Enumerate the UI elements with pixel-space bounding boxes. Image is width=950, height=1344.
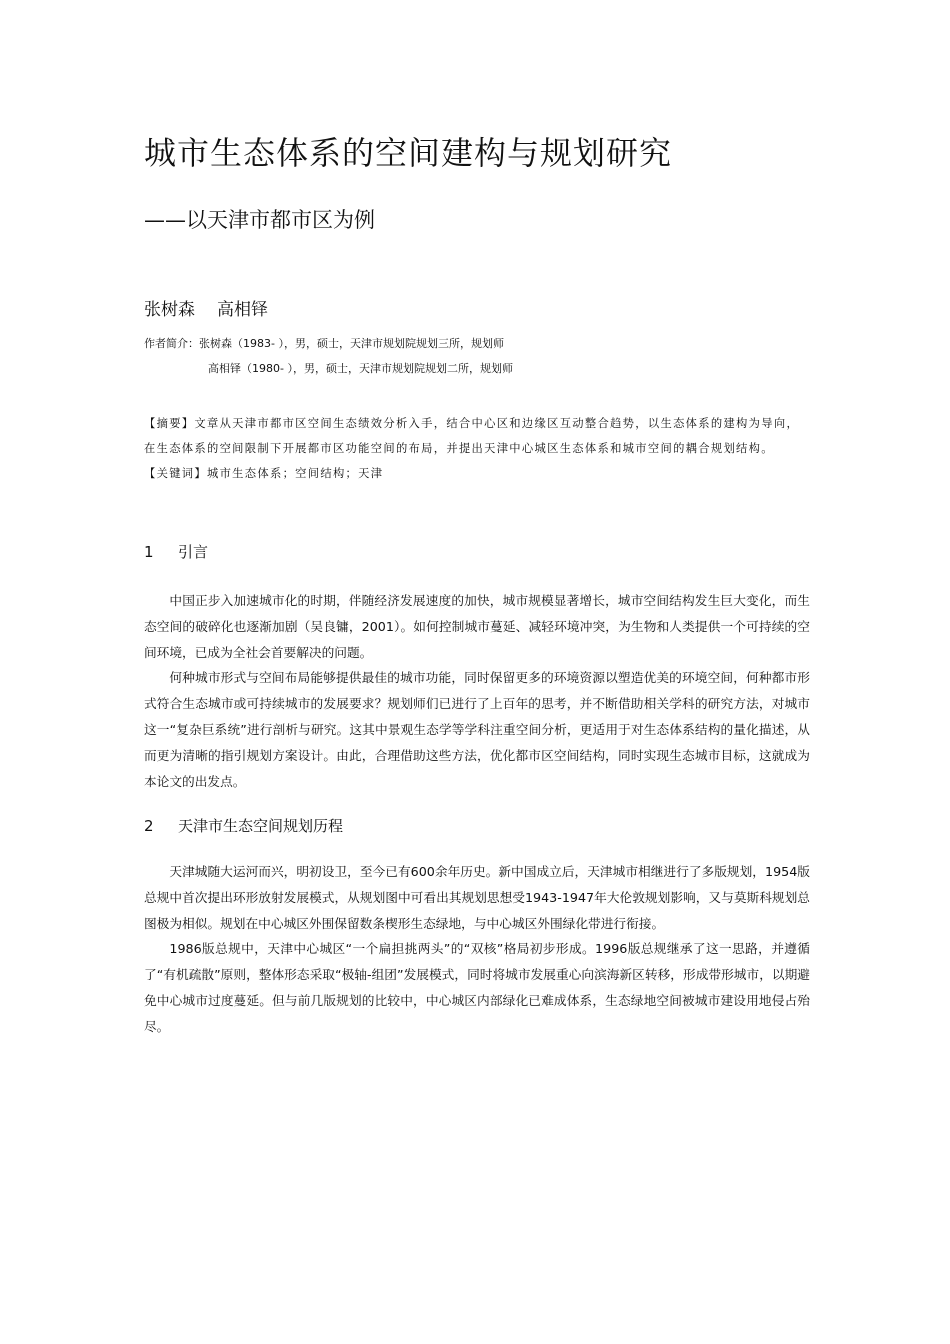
paragraph: 中国正步入加速城市化的时期，伴随经济发展速度的加快，城市规模显著增长，城市空间结构发生巨大变化，而生态空间的破碎化也逐渐加剧（吴良镛，2001）。如何控制城市蔓延、减轻环境冲突，为生物和人类提供一个可持续的空间环境，已成为全社会首要解决的问题。 [144,593,810,660]
section-body [144,588,810,794]
author-bio-line: 高相铎（1980- ），男，硕士，天津市规划院规划二所，规划师 [208,362,513,375]
section-heading [144,541,208,562]
section-title: 引言 [178,543,209,561]
keywords-text: 【关键词】城市生态体系；空间结构；天津 [144,467,384,480]
paragraph: 天津城随大运河而兴，明初设卫，至今已有600余年历史。新中国成立后，天津城市相继进行了多版规划，1954版总规中首次提出环形放射发展模式，从规划图中可看出其规划思想受1943-1947年大伦敦规划影响，又与莫斯科规划总图极为相似。规划在中心城区外围保留数条楔形生态绿地，与中心城区外围绿化带进行衔接。 [144,864,810,931]
paper-subtitle: ——以天津市都市区为例 [144,208,375,232]
author-name: 张树森 [144,300,195,320]
section-title: 天津市生态空间规划历程 [178,817,344,835]
abstract-block [144,411,810,486]
section-heading [144,815,343,836]
section-number: 1 [144,543,154,561]
section-body [144,859,810,1040]
author-bio-line: 作者简介：张树森（1983- ），男，硕士，天津市规划院规划三所，规划师 [144,337,504,350]
author-name: 高相铎 [217,300,268,320]
section-number: 2 [144,817,154,835]
paragraph: 1986版总规中，天津中心城区“一个扁担挑两头”的“双核”格局初步形成。1996版总规继承了这一思路，并遵循了“有机疏散”原则，整体形态采取“极轴-组团”发展模式，同时将城市发展重心向滨海新区转移，形成带形城市，以期避免中心城市过度蔓延。但与前几版规划的比较中，中心城区内部绿化已难成体系，生态绿地空间被城市建设用地侵占殆尽。 [144,941,810,1034]
author-list [144,295,268,320]
paper-title: 城市生态体系的空间建构与规划研究 [144,134,673,172]
paragraph: 何种城市形式与空间布局能够提供最佳的城市功能，同时保留更多的环境资源以塑造优美的环境空间，何种都市形式符合生态城市或可持续城市的发展要求？规划师们已进行了上百年的思考，并不断借助相关学科的研究方法，对城市这一“复杂巨系统”进行剖析与研究。这其中景观生态学等学科注重空间分析，更适用于对生态体系结构的量化描述，从而更为清晰的指引规划方案设计。由此，合理借助这些方法，优化都市区空间结构，同时实现生态城市目标，这就成为本论文的出发点。 [144,670,810,789]
abstract-text: 【摘要】文章从天津市都市区空间生态绩效分析入手，结合中心区和边缘区互动整合趋势，以生态体系的建构为导向，在生态体系的空间限制下开展都市区功能空间的布局，并提出天津中心城区生态体系和城市空间的耦合规划结构。 [144,417,800,455]
